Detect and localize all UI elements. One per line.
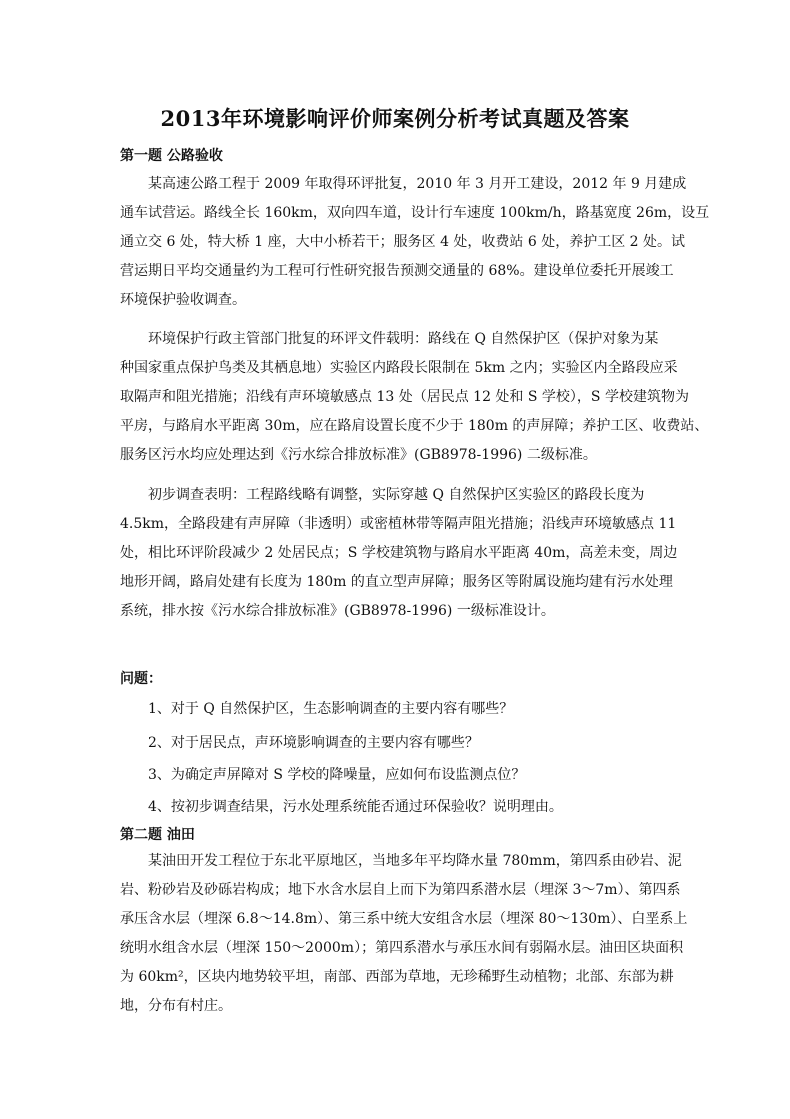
paragraph-line: 某油田开发工程位于东北平原地区，当地多年平均降水量 780mm，第四系由砂岩、泥 bbox=[148, 853, 682, 869]
paragraph-line: 系统，排水按《污水综合排放标准》(GB8978-1996) 一级标准设计。 bbox=[120, 603, 555, 619]
paragraph-line: 某高速公路工程于 2009 年取得环评批复，2010 年 3 月开工建设，2012 年 9 月建成 bbox=[148, 176, 687, 192]
paragraph-line: 4.5km，全路段建有声屏障（非透明）或密植林带等隔声阻光措施；沿线声环境敏感点 11 bbox=[120, 516, 677, 532]
paragraph-line: 环境保护行政主管部门批复的环评文件载明：路线在 Q 自然保护区（保护对象为某 bbox=[148, 331, 659, 347]
paragraph-line: 初步调查表明：工程路线略有调整，实际穿越 Q 自然保护区实验区的路段长度为 bbox=[148, 487, 645, 503]
paragraph-line: 种国家重点保护鸟类及其栖息地）实验区内路段长限制在 5km 之内；实验区内全路段应采 bbox=[120, 360, 678, 376]
section-heading-q2: 第二题 油田 bbox=[120, 827, 195, 843]
paragraph-line: 营运期日平均交通量约为工程可行性研究报告预测交通量的 68%。建设单位委托开展竣工 bbox=[120, 263, 674, 279]
paragraph-line: 地，分布有村庄。 bbox=[120, 998, 232, 1014]
paragraph-line: 处，相比环评阶段减少 2 处居民点；S 学校建筑物与路肩水平距离 40m，高差未变，周边 bbox=[120, 545, 678, 561]
paragraph-line: 为 60km²，区块内地势较平坦，南部、西部为草地，无珍稀野生动植物；北部、东部为耕 bbox=[120, 969, 674, 985]
question-item: 4、按初步调查结果，污水处理系统能否通过环保验收？说明理由。 bbox=[148, 799, 563, 815]
paragraph-line: 通立交 6 处，特大桥 1 座，大中小桥若干；服务区 4 处，收费站 6 处，养护工区 2 处。试 bbox=[120, 234, 686, 250]
section-heading-q1: 第一题 公路验收 bbox=[120, 148, 223, 164]
paragraph-line: 承压含水层（埋深 6.8～14.8m）、第三系中统大安组含水层（埋深 80～130m）、白垩系上 bbox=[120, 911, 688, 927]
paragraph-line: 岩、粉砂岩及砂砾岩构成；地下水含水层自上而下为第四系潜水层（埋深 3～7m）、第四系 bbox=[120, 882, 681, 898]
paragraph-line: 服务区污水均应处理达到《污水综合排放标准》(GB8978-1996) 二级标准。 bbox=[120, 447, 597, 463]
question-item: 3、为确定声屏障对 S 学校的降噪量，应如何布设监测点位？ bbox=[148, 767, 526, 783]
paragraph-line: 地形开阔，路肩处建有长度为 180m 的直立型声屏障；服务区等附属设施均建有污水处理 bbox=[120, 574, 673, 590]
paragraph-line: 通车试营运。路线全长 160km，双向四车道，设计行车速度 100km/h，路基宽度 26m，设互 bbox=[120, 205, 710, 221]
document-title: 2013年环境影响评价师案例分析考试真题及答案 bbox=[160, 106, 630, 131]
paragraph-line: 平房，与路肩水平距离 30m，应在路肩设置长度不少于 180m 的声屏障；养护工区、收费站、 bbox=[120, 418, 709, 434]
question-item: 1、对于 Q 自然保护区，生态影响调查的主要内容有哪些？ bbox=[148, 701, 514, 717]
question-item: 2、对于居民点，声环境影响调查的主要内容有哪些？ bbox=[148, 735, 479, 751]
paragraph-line: 取隔声和阻光措施；沿线有声环境敏感点 13 处（居民点 12 处和 S 学校），S 学校建筑物为 bbox=[120, 389, 689, 405]
questions-heading: 问题： bbox=[120, 671, 162, 687]
paragraph-line: 环境保护验收调查。 bbox=[120, 292, 246, 308]
paragraph-line: 统明水组含水层（埋深 150～2000m）；第四系潜水与承压水间有弱隔水层。油田区块面积 bbox=[120, 940, 684, 956]
